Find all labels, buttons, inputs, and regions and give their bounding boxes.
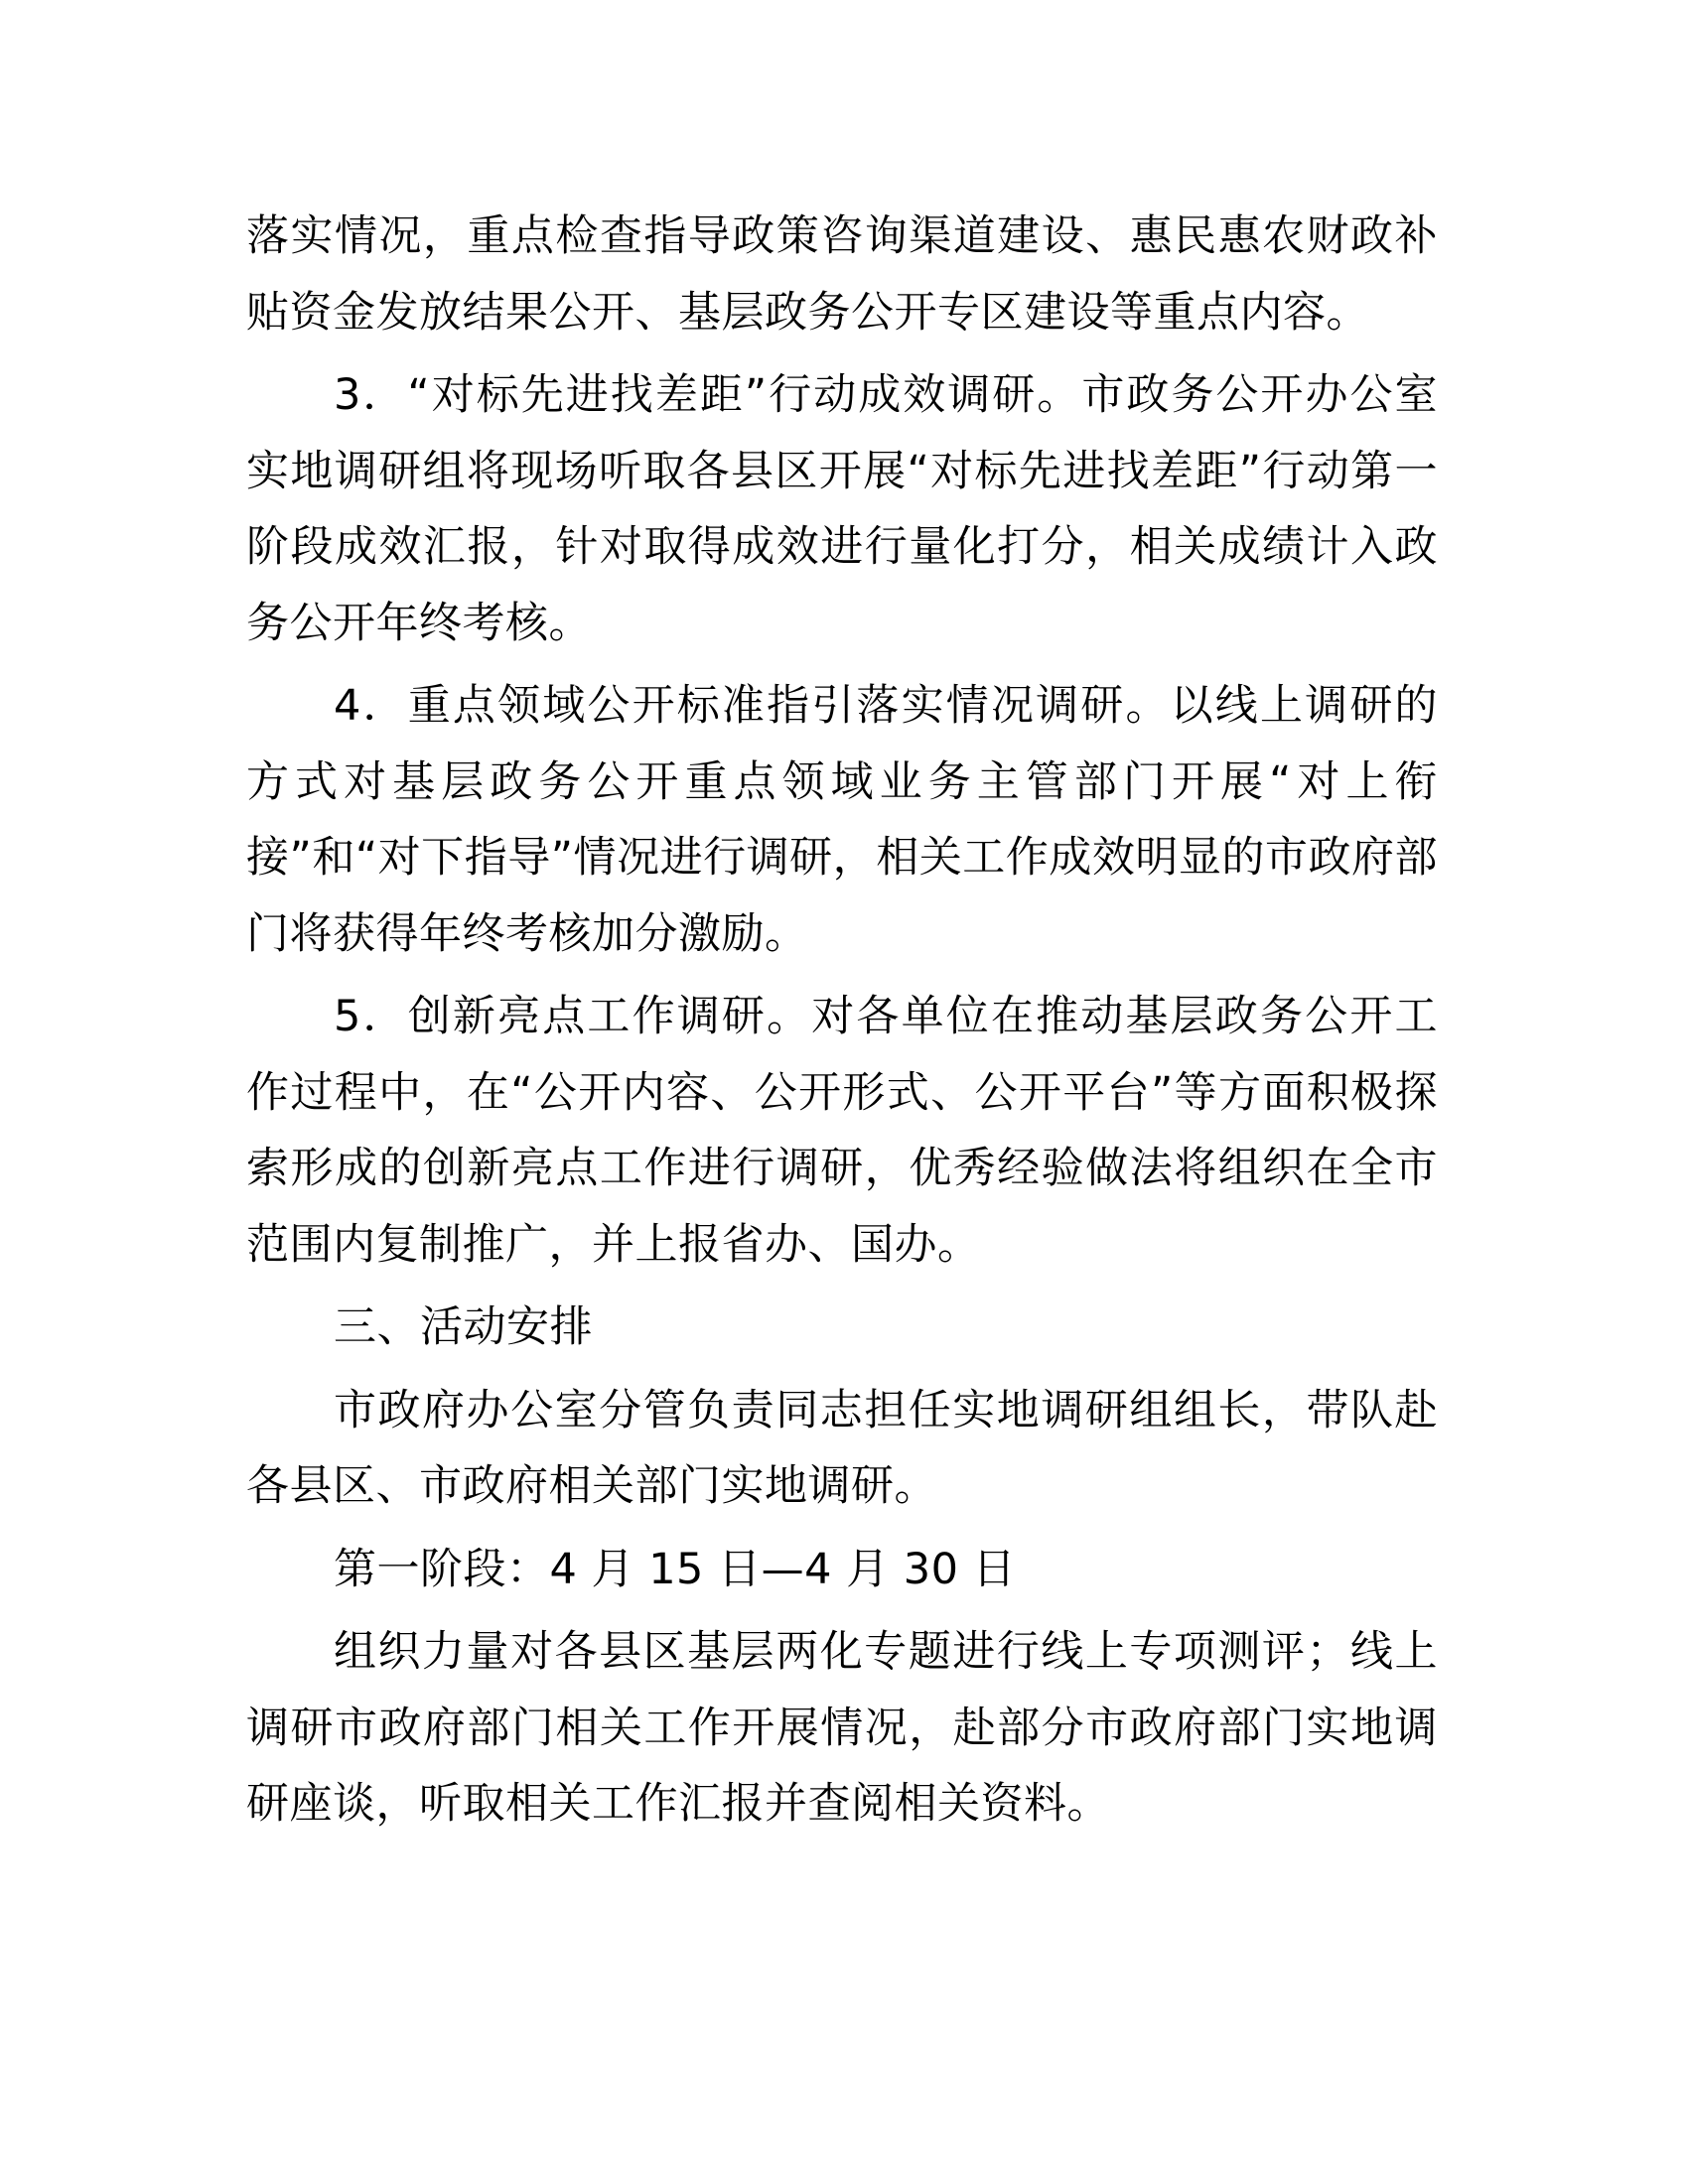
paragraph-continuation: 落实情况，重点检查指导政策咨询渠道建设、惠民惠农财政补贴资金发放结果公开、基层政务公开专区建设等重点内容。 [246,211,1438,338]
paragraph-phase-one: 组织力量对各县区基层两化专题进行线上专项测评；线上调研市政府部门相关工作开展情况，赴部分市政府部门实地调研座谈，听取相关工作汇报并查阅相关资料。 [246,1627,1438,1829]
document-page [246,199,1438,1843]
paragraph-arrangement: 市政府办公室分管负责同志担任实地调研组组长，带队赴各县区、市政府相关部门实地调研。 [246,1385,1438,1511]
section-heading: 三、活动安排 [334,1302,593,1352]
paragraph-item-3: 3．“对标先进找差距”行动成效调研。市政务公开办公室实地调研组将现场听取各县区开展“对标先进找差距”行动第一阶段成效汇报，针对取得成效进行量化打分，相关成绩计入政务公开年终考核。 [246,370,1438,648]
phase-heading: 第一阶段：4 月 15 日—4 月 30 日 [334,1544,1017,1594]
paragraph-item-4: 4．重点领域公开标准指引落实情况调研。以线上调研的方式对基层政务公开重点领域业务主管部门开展“对上衔接”和“对下指导”情况进行调研，相关工作成效明显的市政府部门将获得年终考核加分激励。 [246,681,1438,959]
paragraph-item-5: 5．创新亮点工作调研。对各单位在推动基层政务公开工作过程中，在“公开内容、公开形式、公开平台”等方面积极探索形成的创新亮点工作进行调研，优秀经验做法将组织在全市范围内复制推广，并上报省办、国办。 [246,992,1438,1270]
